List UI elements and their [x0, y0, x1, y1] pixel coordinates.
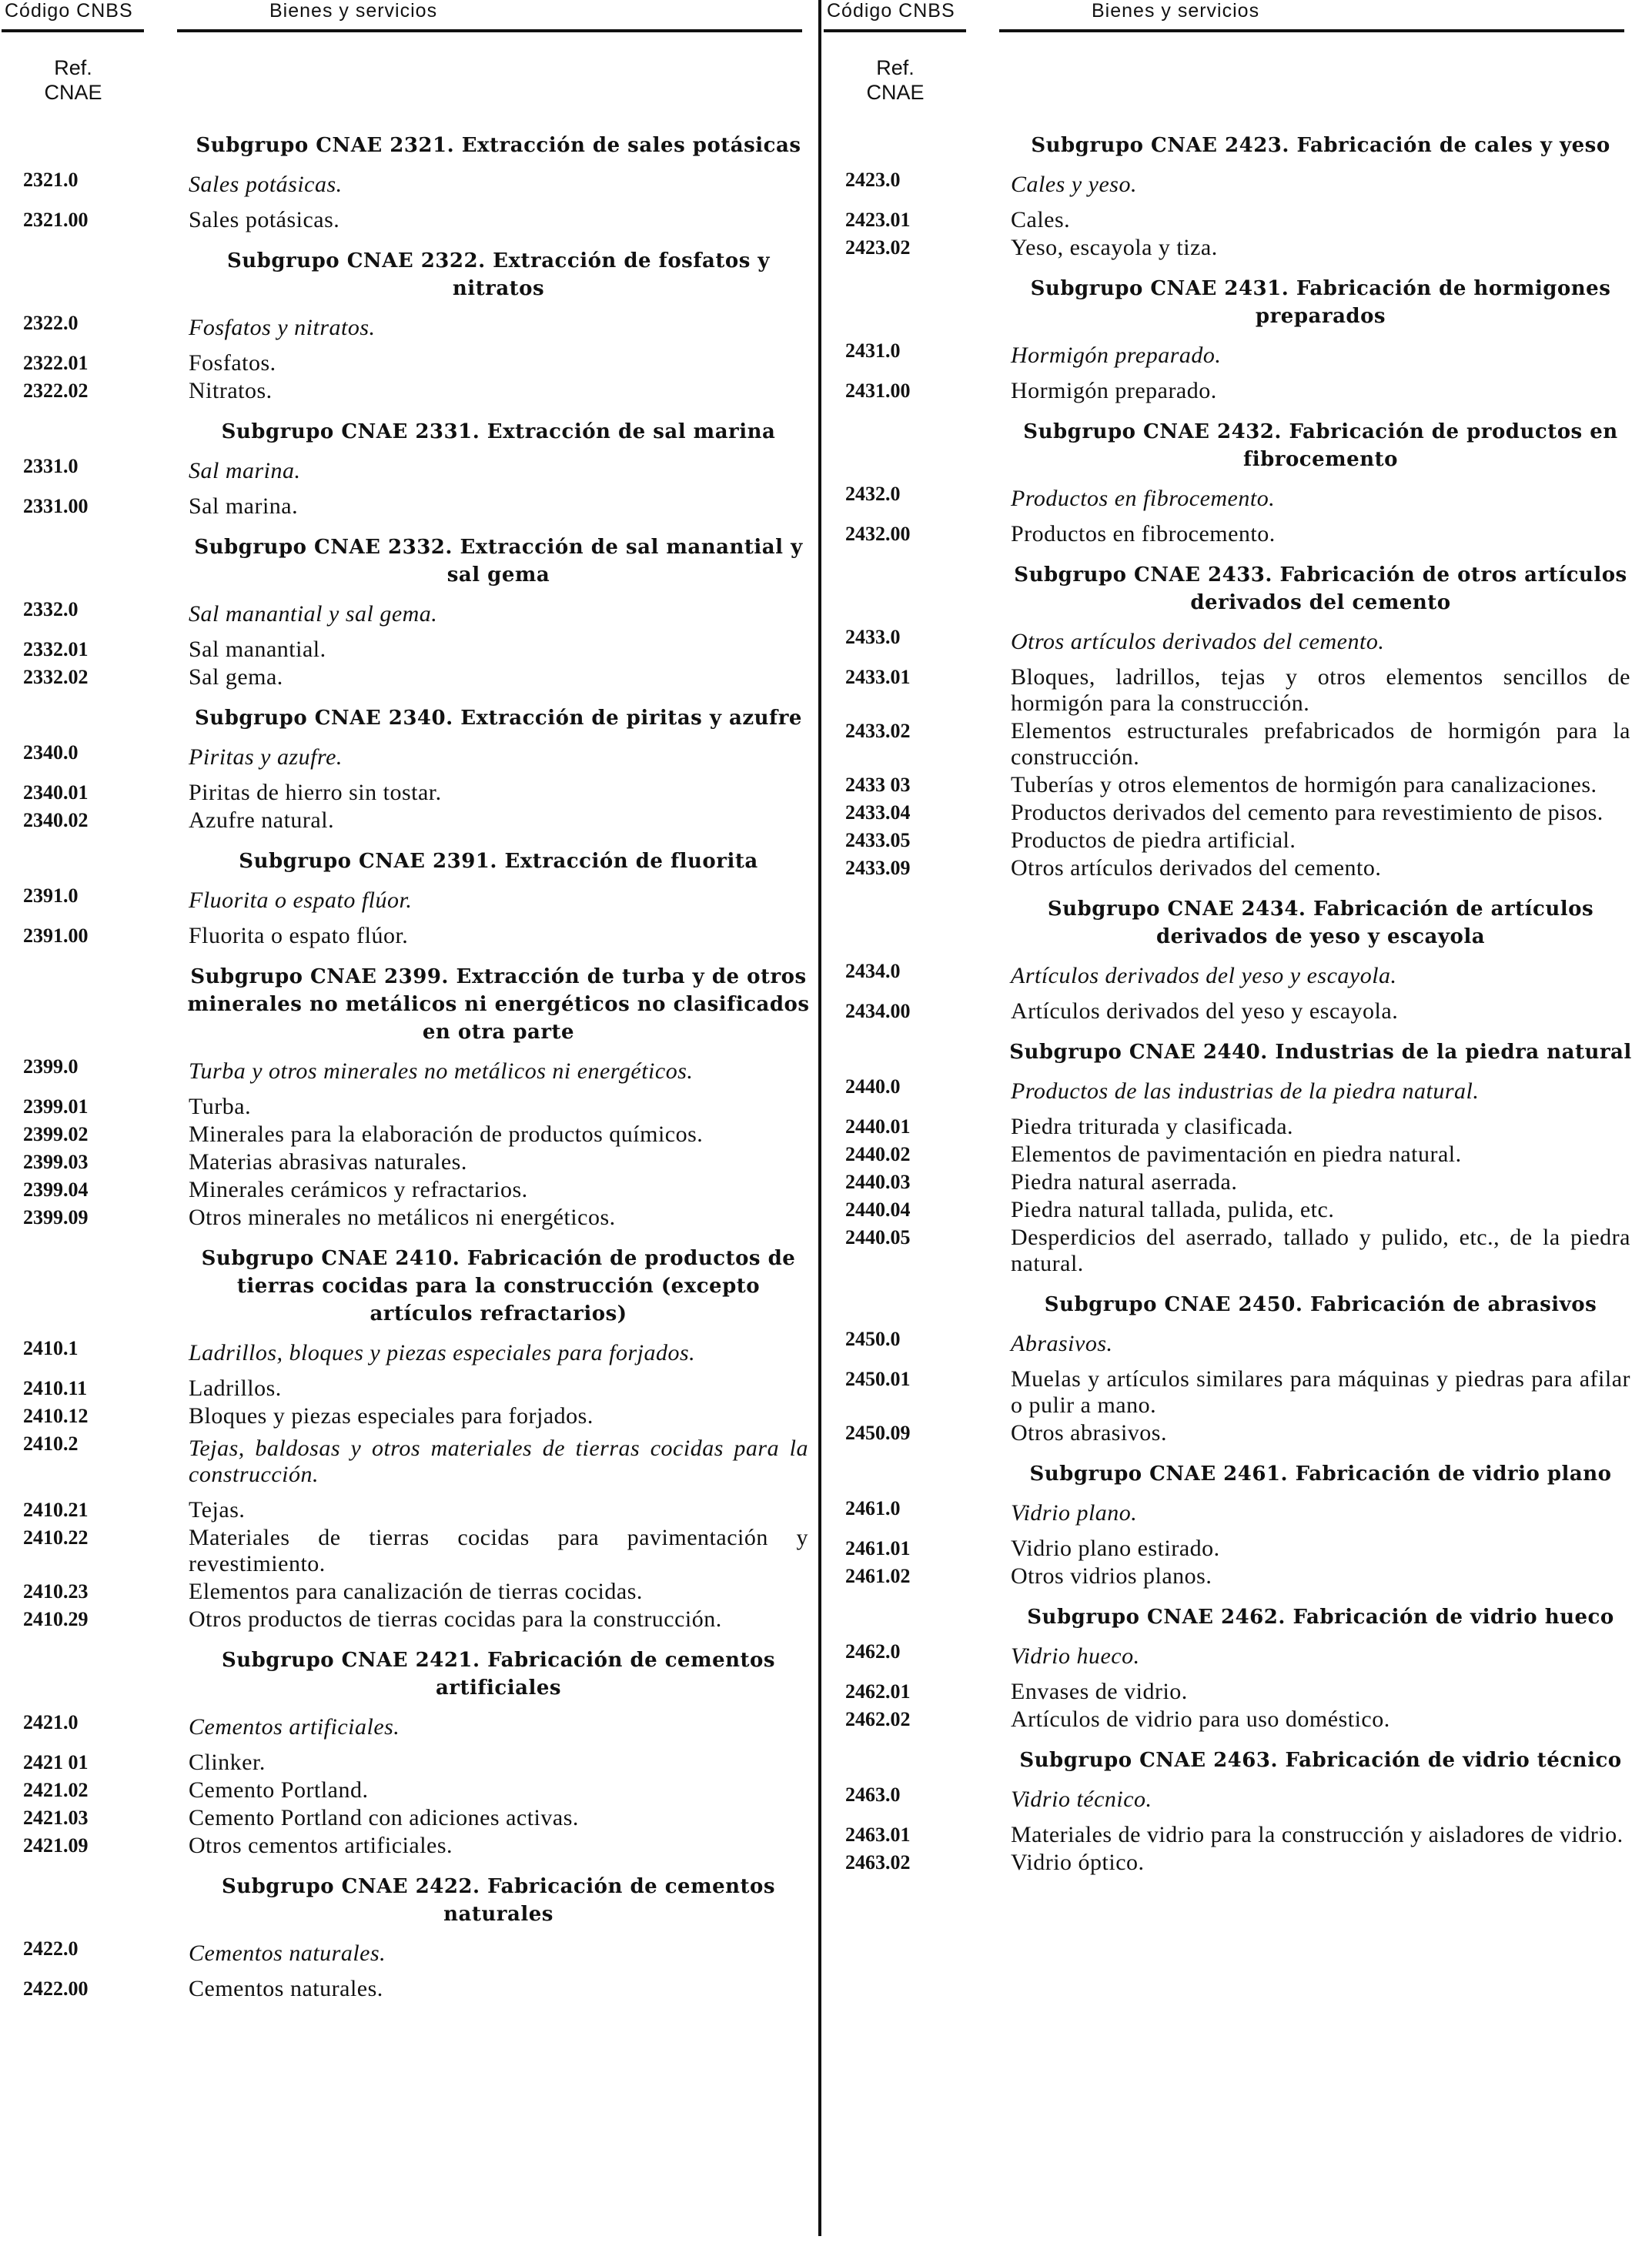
code-cell: 2434.0 — [845, 960, 901, 982]
product-entry — [845, 800, 1638, 827]
description-cell: Elementos de pavimentación en piedra natural. — [1011, 1142, 1462, 1167]
product-entry — [845, 1225, 1638, 1279]
code-cell: 2450.09 — [845, 1422, 911, 1444]
class-entry — [23, 597, 816, 637]
code-cell: 2440.0 — [845, 1075, 901, 1098]
entry-list — [845, 119, 1638, 1877]
code-cell: 2461.01 — [845, 1537, 911, 1559]
description-cell: Productos de las industrias de la piedra natural. — [1011, 1078, 1480, 1104]
description-cell: Yeso, escayola y tiza. — [1011, 235, 1218, 260]
code-cell: 2433.02 — [845, 720, 911, 742]
description-cell: Vidrio hueco. — [1011, 1643, 1140, 1669]
product-entry — [845, 664, 1638, 718]
product-entry — [23, 1777, 816, 1805]
product-entry — [23, 350, 816, 378]
product-entry — [845, 1536, 1638, 1563]
description-cell: Artículos derivados del yeso y escayola. — [1011, 963, 1397, 988]
code-cell: 2461.02 — [845, 1565, 911, 1587]
class-entry — [23, 740, 816, 780]
product-entry — [23, 1606, 816, 1634]
code-cell: 2463.01 — [845, 1823, 911, 1846]
description-cell: Hormigón preparado. — [1011, 343, 1222, 368]
code-cell: 2340.02 — [23, 809, 89, 831]
subgroup-heading: Subgrupo CNAE 2321. Extracción de sales potásicas — [196, 134, 801, 157]
description-cell: Turba y otros minerales no metálicos ni energéticos. — [189, 1058, 694, 1084]
code-cell: 2461.0 — [845, 1497, 901, 1519]
description-cell: Sal manantial. — [189, 637, 326, 662]
goods-header: Bienes y servicios — [269, 0, 438, 22]
code-cell: 2433.05 — [845, 829, 911, 851]
product-entry — [23, 207, 816, 235]
code-cell: 2321.00 — [23, 209, 89, 231]
product-entry — [845, 1142, 1638, 1169]
product-entry — [23, 1525, 816, 1579]
class-entry — [23, 453, 816, 493]
description-cell: Sal gema. — [189, 664, 283, 690]
code-cell: 2399.01 — [23, 1095, 89, 1118]
code-cell: 2423.0 — [845, 169, 901, 191]
ref-label-line: CNAE — [866, 81, 925, 104]
code-cell: 2410.1 — [23, 1337, 79, 1359]
code-cell: 2433.09 — [845, 857, 911, 879]
description-cell: Vidrio técnico. — [1011, 1787, 1152, 1812]
product-entry — [23, 664, 816, 692]
subgroup-heading: Subgrupo CNAE 2433. Fabricación de otros artículos derivados del cemento — [1014, 563, 1627, 614]
product-entry — [23, 807, 816, 835]
product-entry — [845, 1706, 1638, 1734]
code-cell: 2421.09 — [23, 1834, 89, 1857]
class-entry — [845, 958, 1638, 998]
code-cell: 2410.21 — [23, 1499, 89, 1521]
product-entry — [23, 378, 816, 406]
class-entry — [23, 167, 816, 207]
column-header — [827, 0, 1638, 31]
description-cell: Desperdicios del aserrado, tallado y pulido, etc., de la piedra natural. — [1011, 1225, 1630, 1276]
description-cell: Piedra triturada y clasificada. — [1011, 1114, 1294, 1139]
class-entry — [845, 1496, 1638, 1536]
subgroup-heading: Subgrupo CNAE 2423. Fabricación de cales y yeso — [1031, 134, 1610, 157]
class-entry — [845, 1639, 1638, 1679]
code-cell: 2423.01 — [845, 209, 911, 231]
column-divider — [818, 0, 821, 2236]
description-cell: Tejas, baldosas y otros materiales de tierras cocidas para la construcción. — [189, 1436, 808, 1487]
header-rule — [2, 29, 144, 32]
code-cell: 2433.01 — [845, 666, 911, 688]
ref-label-line: Ref. — [54, 56, 92, 79]
code-cell: 2432.00 — [845, 523, 911, 545]
description-cell: Cementos naturales. — [189, 1940, 386, 1966]
description-cell: Otros productos de tierras cocidas para la construcción. — [189, 1606, 722, 1632]
header-rule — [999, 29, 1624, 32]
class-entry — [23, 1054, 816, 1094]
code-cell: 2322.01 — [23, 352, 89, 374]
product-entry — [23, 1177, 816, 1205]
subgroup-heading: Subgrupo CNAE 2463. Fabricación de vidrio técnico — [1019, 1749, 1622, 1772]
description-cell: Piritas de hierro sin tostar. — [189, 780, 442, 805]
ref-label-line: CNAE — [44, 81, 102, 104]
code-cell: 2421 01 — [23, 1751, 89, 1773]
code-cell: 2421.02 — [23, 1779, 89, 1801]
product-entry — [23, 493, 816, 521]
product-entry — [845, 827, 1638, 855]
left-column — [5, 0, 816, 2243]
product-entry — [845, 521, 1638, 549]
description-cell: Cementos artificiales. — [189, 1714, 400, 1740]
product-entry — [845, 1114, 1638, 1142]
description-cell: Fosfatos. — [189, 350, 276, 376]
code-cell: 2421.03 — [23, 1807, 89, 1829]
product-entry — [23, 1497, 816, 1525]
product-entry — [23, 923, 816, 951]
description-cell: Vidrio óptico. — [1011, 1850, 1145, 1875]
product-entry — [845, 1197, 1638, 1225]
description-cell: Elementos estructurales prefabricados de hormigón para la construcción. — [1011, 718, 1630, 770]
code-cell: 2440.05 — [845, 1226, 911, 1249]
product-entry — [23, 780, 816, 807]
subgroup-heading: Subgrupo CNAE 2322. Extracción de fosfatos y nitratos — [226, 249, 770, 300]
class-entry — [23, 1710, 816, 1750]
description-cell: Productos derivados del cemento para revestimiento de pisos. — [1011, 800, 1604, 825]
goods-header: Bienes y servicios — [1092, 0, 1260, 22]
description-cell: Ladrillos. — [189, 1376, 282, 1401]
description-cell: Sales potásicas. — [189, 172, 343, 197]
subgroup-heading: Subgrupo CNAE 2440. Industrias de la piedra natural — [1009, 1041, 1632, 1064]
description-cell: Piedra natural aserrada. — [1011, 1169, 1238, 1195]
subgroup-heading: Subgrupo CNAE 2422. Fabricación de cementos naturales — [221, 1875, 776, 1926]
description-cell: Envases de vidrio. — [1011, 1679, 1188, 1704]
code-cell: 2421.0 — [23, 1711, 79, 1733]
subgroup-heading: Subgrupo CNAE 2391. Extracción de fluorita — [239, 850, 758, 873]
class-entry — [845, 1326, 1638, 1366]
description-cell: Clinker. — [189, 1750, 266, 1775]
product-entry — [23, 1094, 816, 1122]
subgroup-heading: Subgrupo CNAE 2331. Extracción de sal marina — [221, 420, 776, 443]
code-cell: 2463.02 — [845, 1851, 911, 1874]
code-cell: 2331.0 — [23, 455, 79, 477]
code-cell: 2433 03 — [845, 774, 911, 796]
code-cell: 2399.04 — [23, 1178, 89, 1201]
description-cell: Turba. — [189, 1094, 252, 1119]
description-cell: Vidrio plano. — [1011, 1500, 1138, 1526]
code-cell: 2462.01 — [845, 1680, 911, 1703]
description-cell: Materiales de vidrio para la construcción y aisladores de vidrio. — [1011, 1822, 1624, 1847]
code-cell: 2410.11 — [23, 1377, 88, 1399]
description-cell: Materiales de tierras cocidas para pavimentación y revestimiento. — [189, 1525, 808, 1576]
description-cell: Sal manantial y sal gema. — [189, 601, 438, 627]
class-entry — [845, 481, 1638, 521]
code-cell: 2399.02 — [23, 1123, 89, 1145]
class-entry — [23, 1335, 816, 1376]
subgroup-heading: Subgrupo CNAE 2421. Fabricación de cementos artificiales — [221, 1649, 776, 1700]
description-cell: Minerales cerámicos y refractarios. — [189, 1177, 528, 1202]
product-entry — [23, 1579, 816, 1606]
code-cell: 2391.0 — [23, 884, 79, 907]
code-cell: 2332.02 — [23, 666, 89, 688]
description-cell: Artículos derivados del yeso y escayola. — [1011, 998, 1399, 1024]
product-entry — [845, 1563, 1638, 1591]
class-entry — [845, 167, 1638, 207]
description-cell: Bloques y piezas especiales para forjados. — [189, 1403, 594, 1429]
product-entry — [23, 1805, 816, 1833]
code-cell: 2391.00 — [23, 924, 89, 947]
code-cell: 2340.0 — [23, 741, 79, 764]
product-entry — [23, 1976, 816, 2004]
code-cell: 2431.0 — [845, 339, 901, 362]
product-entry — [845, 855, 1638, 883]
code-cell: 2422.0 — [23, 1937, 79, 1960]
description-cell: Bloques, ladrillos, tejas y otros elementos sencillos de hormigón para la construcción. — [1011, 664, 1630, 716]
description-cell: Cales y yeso. — [1011, 172, 1137, 197]
code-cell: 2433.04 — [845, 801, 911, 824]
code-cell: 2450.0 — [845, 1328, 901, 1350]
subgroup-heading: Subgrupo CNAE 2431. Fabricación de hormigones preparados — [1030, 277, 1611, 328]
entry-list — [23, 119, 816, 2004]
code-cell: 2322.02 — [23, 379, 89, 402]
class-entry — [23, 883, 816, 923]
code-cell: 2331.00 — [23, 495, 89, 517]
description-cell: Sal marina. — [189, 493, 299, 519]
product-entry — [23, 1376, 816, 1403]
description-cell: Productos de piedra artificial. — [1011, 827, 1296, 853]
description-cell: Materias abrasivas naturales. — [189, 1149, 467, 1175]
description-cell: Sales potásicas. — [189, 207, 340, 232]
product-entry — [23, 1750, 816, 1777]
product-entry — [845, 378, 1638, 406]
code-cell: 2410.12 — [23, 1405, 89, 1427]
code-cell: 2399.09 — [23, 1206, 89, 1228]
product-entry — [23, 1149, 816, 1177]
description-cell: Ladrillos, bloques y piezas especiales para forjados. — [189, 1340, 696, 1366]
code-cell: 2440.04 — [845, 1198, 911, 1221]
description-cell: Nitratos. — [189, 378, 273, 403]
description-cell: Artículos de vidrio para uso doméstico. — [1011, 1706, 1390, 1732]
code-cell: 2462.02 — [845, 1708, 911, 1730]
description-cell: Fluorita o espato flúor. — [189, 923, 409, 948]
subgroup-heading: Subgrupo CNAE 2410. Fabricación de productos de tierras cocidas para la construcción (excepto artículos refractarios) — [201, 1247, 796, 1325]
header-rule — [177, 29, 802, 32]
product-entry — [845, 998, 1638, 1026]
product-entry — [845, 1366, 1638, 1420]
description-cell: Cales. — [1011, 207, 1071, 232]
ref-label-line: Ref. — [876, 56, 915, 79]
code-cell: 2410.2 — [23, 1432, 79, 1455]
product-entry — [845, 1850, 1638, 1877]
description-cell: Azufre natural. — [189, 807, 335, 833]
description-cell: Cemento Portland. — [189, 1777, 369, 1803]
description-cell: Minerales para la elaboración de productos químicos. — [189, 1122, 704, 1147]
subgroup-heading: Subgrupo CNAE 2450. Fabricación de abrasivos — [1044, 1293, 1597, 1316]
class-entry — [23, 1431, 816, 1497]
subgroup-heading: Subgrupo CNAE 2461. Fabricación de vidrio plano — [1029, 1462, 1612, 1486]
code-cell: 2462.0 — [845, 1640, 901, 1663]
description-cell: Otros artículos derivados del cemento. — [1011, 855, 1382, 881]
right-column — [827, 0, 1638, 2243]
description-cell: Otros minerales no metálicos ni energéticos. — [189, 1205, 616, 1230]
code-cell: 2340.01 — [23, 781, 89, 804]
code-cell: 2433.0 — [845, 626, 901, 648]
column-header — [5, 0, 816, 31]
description-cell: Muelas y artículos similares para máquinas y piedras para afilar o pulir a mano. — [1011, 1366, 1630, 1418]
code-cell: 2440.02 — [845, 1143, 911, 1165]
code-cell: 2423.02 — [845, 236, 911, 259]
code-header: Código CNBS — [5, 0, 133, 22]
class-entry — [845, 1074, 1638, 1114]
product-entry — [845, 1679, 1638, 1706]
class-entry — [23, 1936, 816, 1976]
description-cell: Cemento Portland con adiciones activas. — [189, 1805, 579, 1830]
product-entry — [23, 1403, 816, 1431]
code-cell: 2450.01 — [845, 1368, 911, 1390]
product-entry — [845, 235, 1638, 262]
description-cell: Otros abrasivos. — [1011, 1420, 1167, 1446]
code-cell: 2399.0 — [23, 1055, 79, 1078]
code-cell: 2410.22 — [23, 1526, 89, 1549]
description-cell: Sal marina. — [189, 458, 301, 483]
class-entry — [845, 338, 1638, 378]
subgroup-heading: Subgrupo CNAE 2462. Fabricación de vidrio hueco — [1027, 1606, 1614, 1629]
code-cell: 2432.0 — [845, 483, 901, 505]
subgroup-heading: Subgrupo CNAE 2434. Fabricación de artículos derivados de yeso y escayola — [1047, 898, 1594, 948]
code-cell: 2440.03 — [845, 1171, 911, 1193]
description-cell: Vidrio plano estirado. — [1011, 1536, 1220, 1561]
code-cell: 2399.03 — [23, 1151, 89, 1173]
description-cell: Otros artículos derivados del cemento. — [1011, 629, 1385, 654]
description-cell: Abrasivos. — [1011, 1331, 1113, 1356]
description-cell: Tejas. — [189, 1497, 246, 1523]
code-cell: 2332.0 — [23, 598, 79, 620]
description-cell: Piritas y azufre. — [189, 744, 343, 770]
product-entry — [23, 1205, 816, 1232]
header-rule — [824, 29, 966, 32]
product-entry — [845, 718, 1638, 772]
class-entry — [845, 624, 1638, 664]
ref-cnae-label — [853, 55, 938, 105]
description-cell: Otros vidrios planos. — [1011, 1563, 1212, 1589]
product-entry — [23, 1122, 816, 1149]
description-cell: Otros cementos artificiales. — [189, 1833, 453, 1858]
description-cell: Elementos para canalización de tierras cocidas. — [189, 1579, 643, 1604]
subgroup-heading: Subgrupo CNAE 2399. Extracción de turba y de otros minerales no metálicos ni energéticos no clasificados en otra parte — [187, 965, 810, 1044]
code-header: Código CNBS — [827, 0, 955, 22]
subgroup-heading: Subgrupo CNAE 2332. Extracción de sal manantial y sal gema — [194, 536, 803, 587]
description-cell: Tuberías y otros elementos de hormigón para canalizaciones. — [1011, 772, 1597, 797]
product-entry — [23, 1833, 816, 1860]
ref-cnae-label — [31, 55, 115, 105]
code-cell: 2322.0 — [23, 312, 79, 334]
code-cell: 2431.00 — [845, 379, 911, 402]
description-cell: Hormigón preparado. — [1011, 378, 1217, 403]
class-entry — [845, 1782, 1638, 1822]
description-cell: Piedra natural tallada, pulida, etc. — [1011, 1197, 1335, 1222]
product-entry — [845, 207, 1638, 235]
description-cell: Productos en fibrocemento. — [1011, 521, 1276, 547]
subgroup-heading: Subgrupo CNAE 2432. Fabricación de productos en fibrocemento — [1023, 420, 1618, 471]
product-entry — [845, 1420, 1638, 1448]
code-cell: 2434.00 — [845, 1000, 911, 1022]
description-cell: Productos en fibrocemento. — [1011, 486, 1276, 511]
description-cell: Fosfatos y nitratos. — [189, 315, 376, 340]
description-cell: Fluorita o espato flúor. — [189, 888, 413, 913]
description-cell: Cementos naturales. — [189, 1976, 383, 2001]
code-cell: 2440.01 — [845, 1115, 911, 1138]
product-entry — [845, 772, 1638, 800]
class-entry — [23, 310, 816, 350]
product-entry — [845, 1169, 1638, 1197]
code-cell: 2410.29 — [23, 1608, 89, 1630]
code-cell: 2422.00 — [23, 1977, 89, 2000]
code-cell: 2332.01 — [23, 638, 89, 660]
product-entry — [23, 637, 816, 664]
product-entry — [845, 1822, 1638, 1850]
subgroup-heading: Subgrupo CNAE 2340. Extracción de piritas y azufre — [195, 707, 802, 730]
code-cell: 2410.23 — [23, 1580, 89, 1603]
code-cell: 2463.0 — [845, 1783, 901, 1806]
code-cell: 2321.0 — [23, 169, 79, 191]
